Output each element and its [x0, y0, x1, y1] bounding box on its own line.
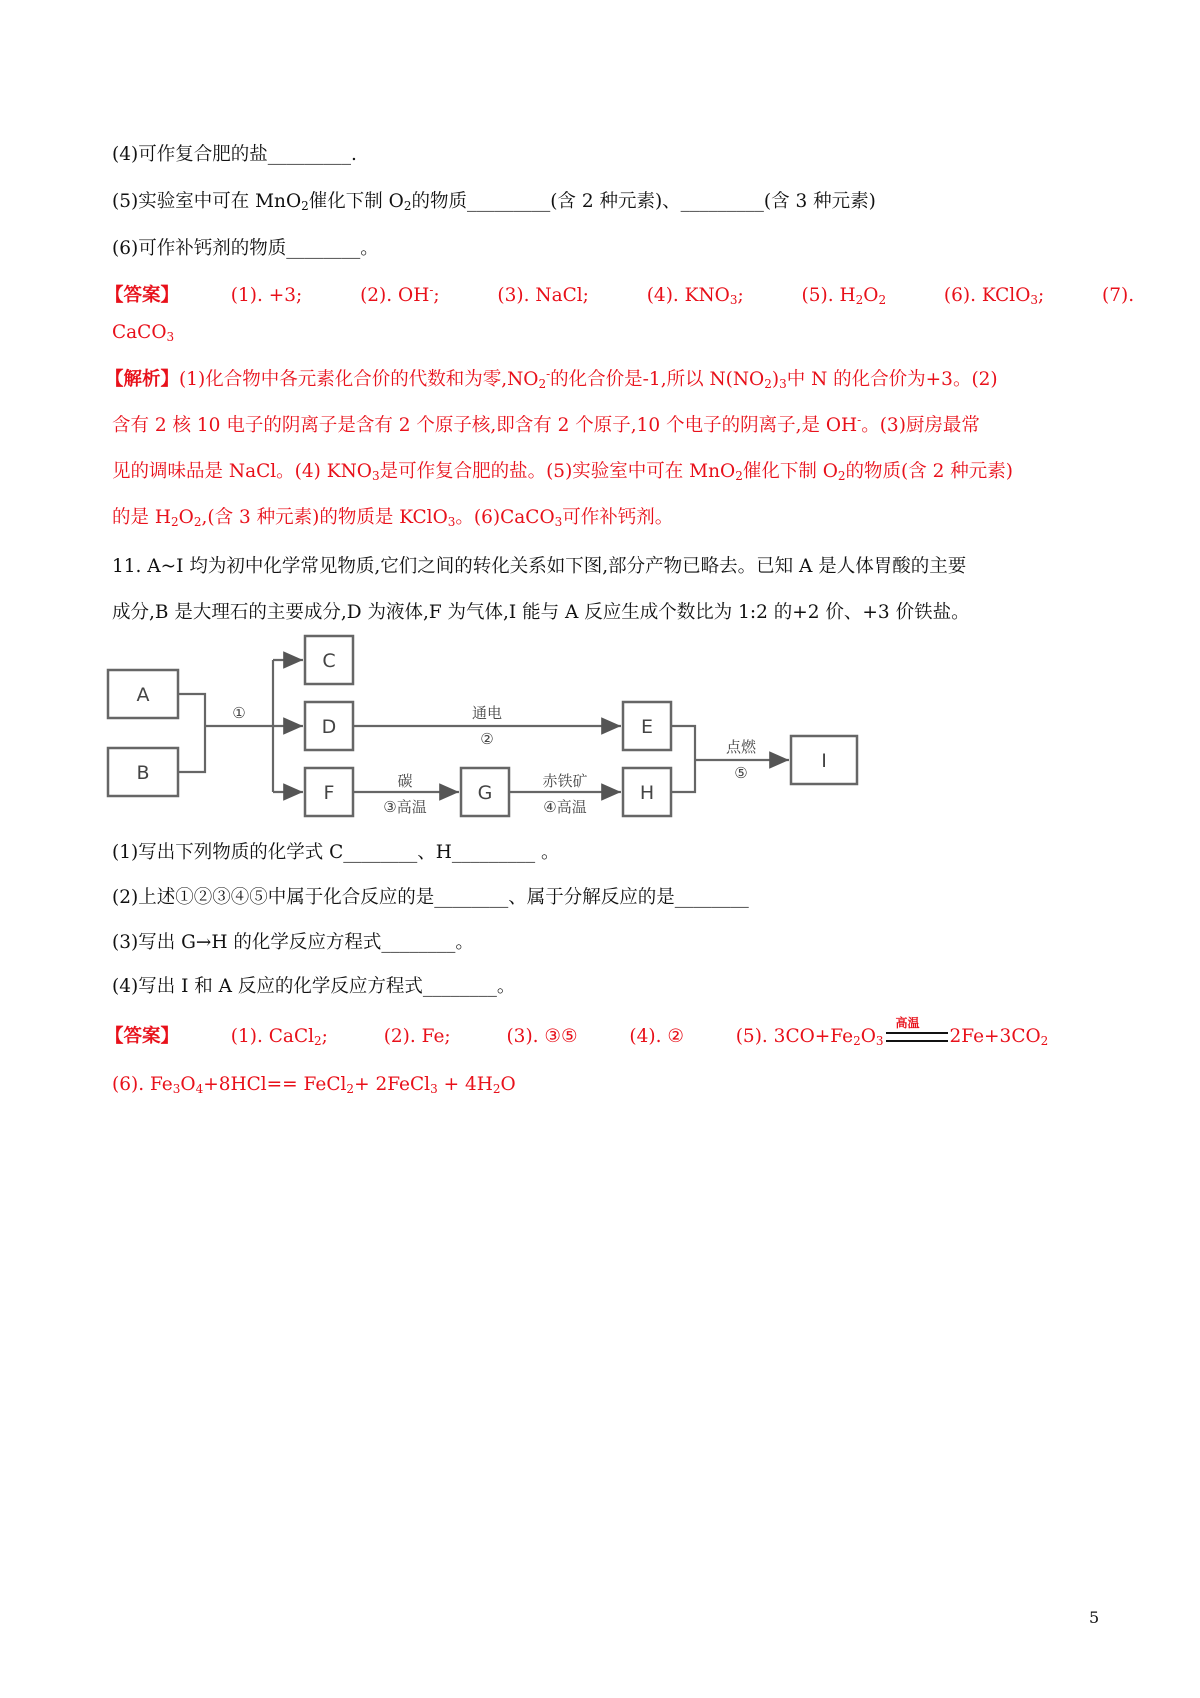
- answer-tag: 【答案】: [105, 285, 180, 306]
- q11-stem-line1: 11. A~I 均为初中化学常见物质,它们之间的转化关系如下图,部分产物已略去。已知 A 是人体胃酸的主要: [112, 556, 967, 577]
- step-1-label: ①: [232, 704, 246, 722]
- answer-item: (7).: [1102, 285, 1135, 306]
- q11-answer-line2: (6). $Fe_3O_4+8HCl==$ FeCl$_2$+ 2FeCl$_3$ + $4H_2O$: [112, 1074, 516, 1096]
- q10-analysis-line4: 的是 $H_2O_2$,(含 3 种元素)的物质是 KClO$_3$。(6)CaCO$_3$可作补钙剂。: [112, 507, 674, 529]
- answer-item: (2). Fe;: [383, 1026, 451, 1047]
- answer-item: (5). $H_2O_2$: [801, 285, 887, 307]
- label-A: A: [136, 684, 150, 706]
- reaction-condition: 高温: [884, 1024, 950, 1050]
- step-2-label: ②: [480, 730, 494, 748]
- label-D: D: [321, 716, 337, 738]
- label-F: F: [323, 782, 335, 804]
- step-5-cond: 点燃: [725, 738, 757, 756]
- label-I: I: [821, 750, 827, 772]
- q11-sub2: (2)上述①②③④⑤中属于化合反应的是________、属于分解反应的是________: [112, 887, 749, 908]
- q11-stem-line2: 成分,B 是大理石的主要成分,D 为液体,F 为气体,I 能与 A 反应生成个数比为 1:2 的+2 价、+3 价铁盐。: [112, 602, 970, 623]
- answer-item: (2). OH-;: [360, 283, 440, 306]
- label-G: G: [477, 782, 493, 804]
- answer-item: (6). KClO$_3$;: [943, 285, 1045, 307]
- reaction-diagram: [105, 630, 895, 830]
- q10-analysis-line2: 含有 2 核 10 电子的阴离子是含有 2 个原子核,即含有 2 个原子,10 个电子的阴离子,是 OH-。(3)厨房最常: [112, 413, 980, 436]
- q11-answer-line: [105, 1016, 1049, 1050]
- answer-tag: 【答案】: [105, 1026, 180, 1047]
- label-H: H: [639, 782, 655, 804]
- answer-item: (3). NaCl;: [497, 285, 589, 306]
- step-5-label: ⑤: [734, 764, 748, 782]
- step-3-label: ③高温: [383, 798, 427, 816]
- q10-line5: (5)实验室中可在 MnO$_2$催化下制 $O_2$的物质_________(含 2 种元素)、_________(含 3 种元素): [112, 191, 876, 213]
- q10-analysis-line3: 见的调味品是 NaCl。(4) $KNO_3$是可作复合肥的盐。(5)实验室中可在 MnO$_2$催化下制 $O_2$的物质(含 2 种元素): [112, 461, 1014, 483]
- q11-sub3: (3)写出 G→H 的化学反应方程式________。: [112, 932, 474, 953]
- answer-item: (4). $KNO_3$;: [646, 285, 744, 307]
- label-E: E: [640, 716, 654, 738]
- answer-item: (4). ②: [629, 1026, 684, 1047]
- q11-sub1: (1)写出下列物质的化学式 C________、H_________ 。: [112, 842, 560, 863]
- answer-item: (5). $3CO+Fe_2O_3$ 高温 $2Fe+3CO_2$: [735, 1016, 1049, 1048]
- q10-line6: (6)可作补钙剂的物质________。: [112, 238, 379, 259]
- q11-sub4: (4)写出 I 和 A 反应的化学反应方程式________。: [112, 976, 516, 997]
- answer-item: (1). +3;: [230, 285, 303, 306]
- q10-analysis-line1: 【解析】(1)化合物中各元素化合价的代数和为零$,NO_2^-$的化合价是-1,所以 $N(NO_2)_3$中 N 的化合价为+3。(2): [105, 367, 998, 391]
- step-2-cond: 通电: [471, 704, 503, 722]
- page-number: 5: [1089, 1608, 1100, 1627]
- q10-answer-line2: CaCO$_3$: [112, 322, 175, 344]
- label-B: B: [136, 762, 150, 784]
- label-C: C: [322, 650, 336, 672]
- q10-line4: (4)可作复合肥的盐_________.: [112, 144, 357, 165]
- step-4-label: ④高温: [543, 798, 587, 816]
- q10-answer-line: [105, 283, 1134, 309]
- answer-item: (3). ③⑤: [506, 1026, 578, 1047]
- step-3-cond: 碳: [397, 772, 413, 790]
- answer-item: (1). CaCl$_2$;: [230, 1026, 328, 1048]
- step-4-cond: 赤铁矿: [542, 772, 588, 790]
